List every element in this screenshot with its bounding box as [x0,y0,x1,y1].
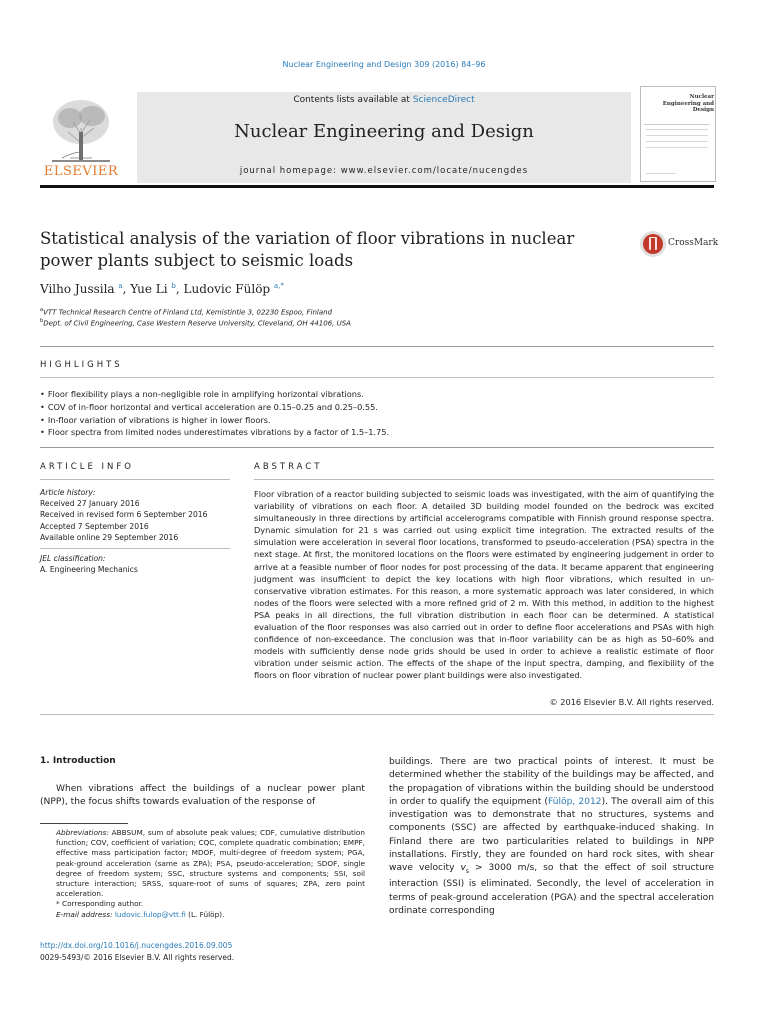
email-link[interactable]: ludovic.fulop@vtt.fi [114,909,186,919]
abstract-heading: ABSTRACT [254,462,323,472]
abstract-text: Floor vibration of a reactor building subjected to seismic loads was investigated, with the aim of quantifying the variability of vibrations on each floor. A detailed 3D building model founded on the bedrock was excited simultaneously in three directions by artificial accelerograms compatible with Finnish ground response spectra. Dynamic simulation for 21 s was carried out using explicit time integration. The extracted results of the simulation were acceleration in several floor locations, transformed to pseudo-acceleration (PSA) spectra in the next stage. At first, the monitored locations on the floors were estimated by engineering judgement in order to arrive at a feasible number of floor nodes for post processing of the data. It became apparent that engineering judgment was insufficient to depict the key locations with high floor vibrations, which resulted in un-conservative vibration estimates. For this reason, a more systematic approach was later considered, in which nodes of the floors were selected with a more refined grid of 2 m. With this method, in addition to the highest PSA peaks in all directions, the full vibration distribution in each floor can be determined. A statistical evaluation of the floor responses was also carried out in order to define floor accelerations and PSAs with high confidence of non-exceedance. The conclusion was that in-floor variability can be as high as 50–60% and models with sufficiently dense node grids should be used in order to achieve a realistic estimate of floor vibration under seismic action. The effects of the shape of the input spectra, damping, and flexibility of the floors on floor vibration of nuclear power plant buildings were also investigated. [254,489,714,681]
received-date: Received 27 January 2016 [40,499,140,509]
author-separator: , [122,282,131,296]
jel-rule [40,548,230,549]
introduction-paragraph: When vibrations affect the buildings of a nuclear power plant (NPP), the focus shifts towards evaluation of the response of [40,784,365,808]
email-suffix: (L. Fülöp). [185,909,225,919]
abstract-copyright: © 2016 Elsevier B.V. All rights reserved. [549,697,714,707]
article-info-heading: ARTICLE INFO [40,462,134,472]
section-divider [40,714,714,715]
cover-header [644,90,714,125]
cover-line [646,135,708,136]
journal-homepage[interactable]: journal homepage: www.elsevier.com/locate/nucengdes [239,166,529,176]
affiliation-text: Dept. of Civil Engineering, Case Western Reserve University, Cleveland, OH 44106, USA [43,319,351,328]
doi-link[interactable]: http://dx.doi.org/10.1016/j.nucengdes.2016.09.005 [40,941,233,950]
author-separator: , [175,282,184,296]
shear-wave-subscript: s [465,868,469,876]
footnotes [40,828,365,920]
col2-text-part: > 3000 m/s, so that the effect of soil structure interaction (SSI) is eliminated. Secondly, the level of acceleration in terms of peak-ground acceleration (PGA) and the spectral acceleration ordinate corresponding [389,863,714,917]
jel-classification: A. Engineering Mechanics [40,565,138,575]
contents-prefix: Contents lists available at [293,95,413,105]
journal-citation[interactable]: Nuclear Engineering and Design 309 (2016) 84–96 [282,60,486,69]
reference-link[interactable]: Fülöp, 2012 [547,796,602,807]
highlight-item: • In-floor variation of vibrations is higher in lower floors. [40,414,389,427]
highlights-heading: HIGHLIGHTS [40,360,123,370]
issn-copyright: 0029-5493/© 2016 Elsevier B.V. All rights reserved. [40,953,235,962]
shear-wave-symbol: v [460,863,466,874]
introduction-heading: 1. Introduction [40,756,116,766]
affiliation-b [40,318,351,327]
col2-text-part: ). The overall aim of this investigation was to demonstrate that no structures, systems and components (SSC) are affected by earthquake-induced shaking. In Finland there are two particularities related to buildings in NPP installations. Firstly, they are founded on hard rock sites, with shear wave velocity [389,796,715,874]
sciencedirect-link[interactable]: ScienceDirect [412,95,475,105]
col2-text-part: buildings. There are two practical points of interest. It must be determined whether the stability of the buildings may be affected, and the propagation of vibrations within the building should be understood in order to qualify the equipment ( [389,757,714,807]
affiliation-a [40,307,332,316]
author-name[interactable]: Yue Li [130,282,168,296]
author-name[interactable]: Vilho Jussila [40,282,115,296]
cover-title: Nuclear Engineering and Design [662,94,714,113]
author-affil-mark[interactable]: a,* [273,282,284,290]
highlight-item: • Floor flexibility plays a non-negligible role in amplifying horizontal vibrations. [40,388,389,401]
cover-line [646,129,708,130]
cover-line [646,141,708,142]
abbreviations-text: ABBSUM, sum of absolute peak values; CDF, cumulative distribution function; COV, coefficient of variation; CQC, complete quadratic combination; EMPF, effective mass participation factor; MDOF, multi-degree of freedom system; PGA, peak-ground acceleration (same as ZPA); PSA, pseudo-acceleration; SDOF, single degree of freedom system; SSC, structure systems and components; SSI, soil structure interaction; SRSS, square-root of sums of squares; ZPA, zero point acceleration. [56,828,365,899]
jel-label: JEL classification: [40,554,106,564]
accepted-date: Accepted 7 September 2016 [40,521,149,531]
abstract-rule [254,479,714,480]
abbreviations-footnote [40,828,365,899]
highlight-item: • COV of in-floor horizontal and vertical acceleration are 0.15–0.25 and 0.25–0.55. [40,401,389,414]
cover-line [646,147,708,148]
author-affil-mark[interactable]: b [171,282,176,290]
journal-title: Nuclear Engineering and Design [234,121,534,142]
history-label: Article history: [40,488,96,497]
cover-line [646,173,676,174]
masthead-rule [40,185,714,188]
article-info-rule [40,479,230,480]
highlights-list [40,388,389,439]
section-divider [40,447,714,448]
contents-line [137,95,631,105]
crossmark-label[interactable]: CrossMark [668,238,719,248]
author-affil-mark[interactable]: a [118,282,123,290]
article-info-block [40,487,220,575]
email-footnote [40,910,365,920]
section-divider [40,346,714,347]
online-date: Available online 29 September 2016 [40,532,179,542]
elsevier-wordmark: ELSEVIER [43,164,119,179]
paper-title: Statistical analysis of the variation of floor vibrations in nuclear power plants subject to seismic loads [40,229,575,270]
affiliation-mark: b [40,318,44,324]
affiliation-mark: a [40,307,44,313]
corresponding-author-note: * Corresponding author. [56,899,144,909]
author-name[interactable]: Ludovic Fülöp [183,282,271,296]
section-divider [40,377,714,378]
journal-cover-thumbnail[interactable] [640,86,716,182]
email-label: E-mail address: [56,909,115,919]
introduction-column-2 [389,756,714,918]
affiliation-text: VTT Technical Research Centre of Finland Ltd, Kemistintie 3, 02230 Espoo, Finland [43,308,333,317]
revised-date: Received in revised form 6 September 2016 [40,510,208,520]
author-list [40,282,284,296]
abbreviations-label: Abbreviations: [56,828,109,837]
highlight-item: • Floor spectra from limited nodes underestimates vibrations by a factor of 1.5–1.75. [40,426,389,439]
footnote-rule [40,823,128,824]
